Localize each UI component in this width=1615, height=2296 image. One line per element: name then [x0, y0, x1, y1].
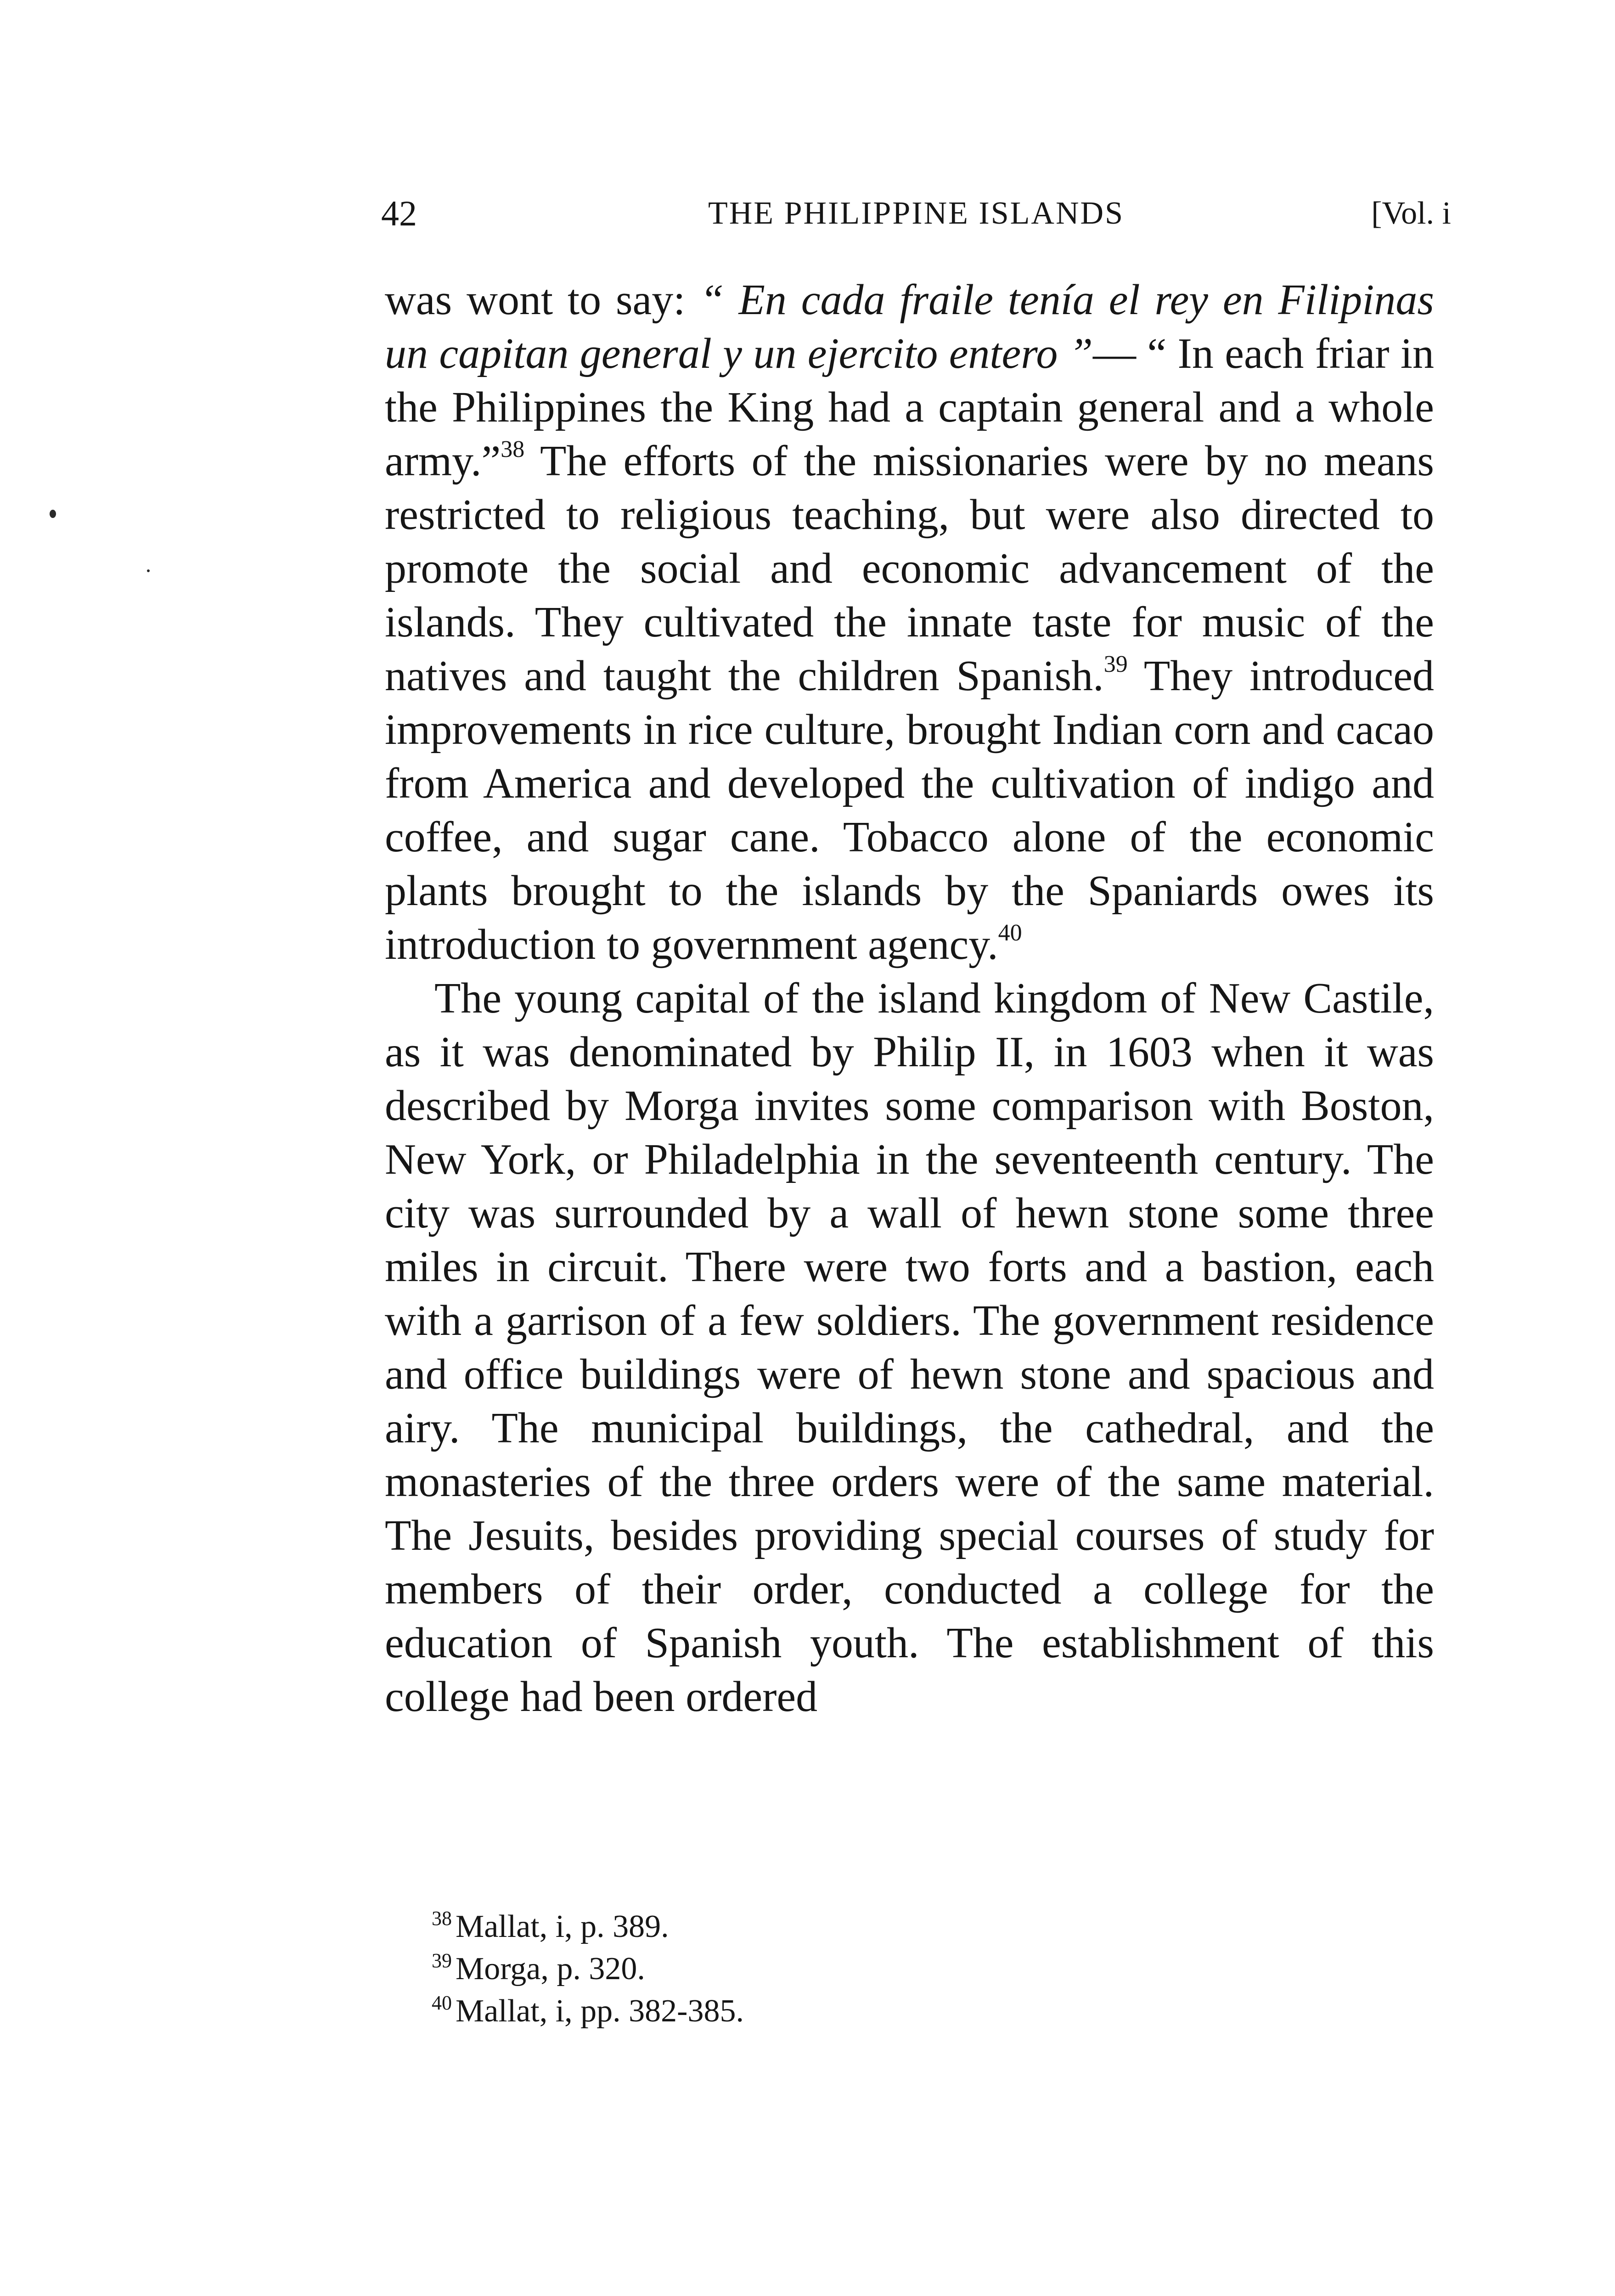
- footnote-text: Mallat, i, pp. 382-385.: [456, 1993, 744, 2029]
- ink-speck: [50, 510, 56, 518]
- text-run: The efforts of the missionaries were by no means restricted to religious teaching, but were also directed to promote the social and economic advancement of the islands. They cultivated the innate taste for music of the natives and taught the children Spanish.: [385, 437, 1434, 700]
- footnote-reference-39: 39: [1103, 651, 1128, 677]
- running-title: THE PHILIPPINE ISLANDS: [708, 196, 1124, 231]
- footnote-40: [432, 1990, 1396, 2032]
- footnote-38: [432, 1906, 1396, 1948]
- spanish-quotation: “ En cada fraile tenía el rey en Filipinas un capitan general y un ejercito entero ”: [385, 276, 1434, 377]
- page-header: [381, 188, 1451, 239]
- paragraph-2: The young capital of the island kingdom of New Castile, as it was denominated by Philip II, in 1603 when it was described by Morga invites some comparison with Boston, New York, or Philadelphia in the seventeenth century. The city was surrounded by a wall of hewn stone some three miles in circuit. There were two forts and a bastion, each with a garrison of a few soldiers. The government residence and office buildings were of hewn stone and spacious and airy. The municipal buildings, the cathedral, and the monasteries of the three orders were of the same material. The Jesuits, besides providing special courses of study for members of their order, conducted a college for the education of Spanish youth. The establishment of this college had been ordered: [385, 974, 1434, 1721]
- footnotes: [432, 1906, 1396, 2032]
- footnote-reference-38: 38: [501, 436, 525, 462]
- footnote-text: Mallat, i, p. 389.: [456, 1909, 669, 1944]
- footnote-mark: 40: [432, 1992, 452, 2014]
- paragraph-1: [385, 273, 1434, 972]
- text-run: They introduced improvements in rice culture, brought Indian corn and cacao from America and developed the cultivation of indigo and coffee, and sugar cane. Tobacco alone of the economic plants brought to the islands by the Spaniards owes its introduction to government agency.: [385, 652, 1435, 968]
- footnote-mark: 38: [432, 1907, 452, 1930]
- text-run: — “ In each friar in the Philippines the King had a captain general and a whole army.”: [385, 330, 1434, 485]
- footnote-39: [432, 1948, 1396, 1990]
- footnote-reference-40: 40: [998, 920, 1022, 946]
- page-number: 42: [381, 193, 417, 233]
- footnote-text: Morga, p. 320.: [456, 1951, 645, 1986]
- text-run: was wont to say:: [385, 276, 700, 324]
- footnote-mark: 39: [432, 1949, 452, 1972]
- volume-label: [Vol. i: [1371, 196, 1451, 231]
- ink-speck: [147, 569, 150, 572]
- body-text: [385, 273, 1434, 1724]
